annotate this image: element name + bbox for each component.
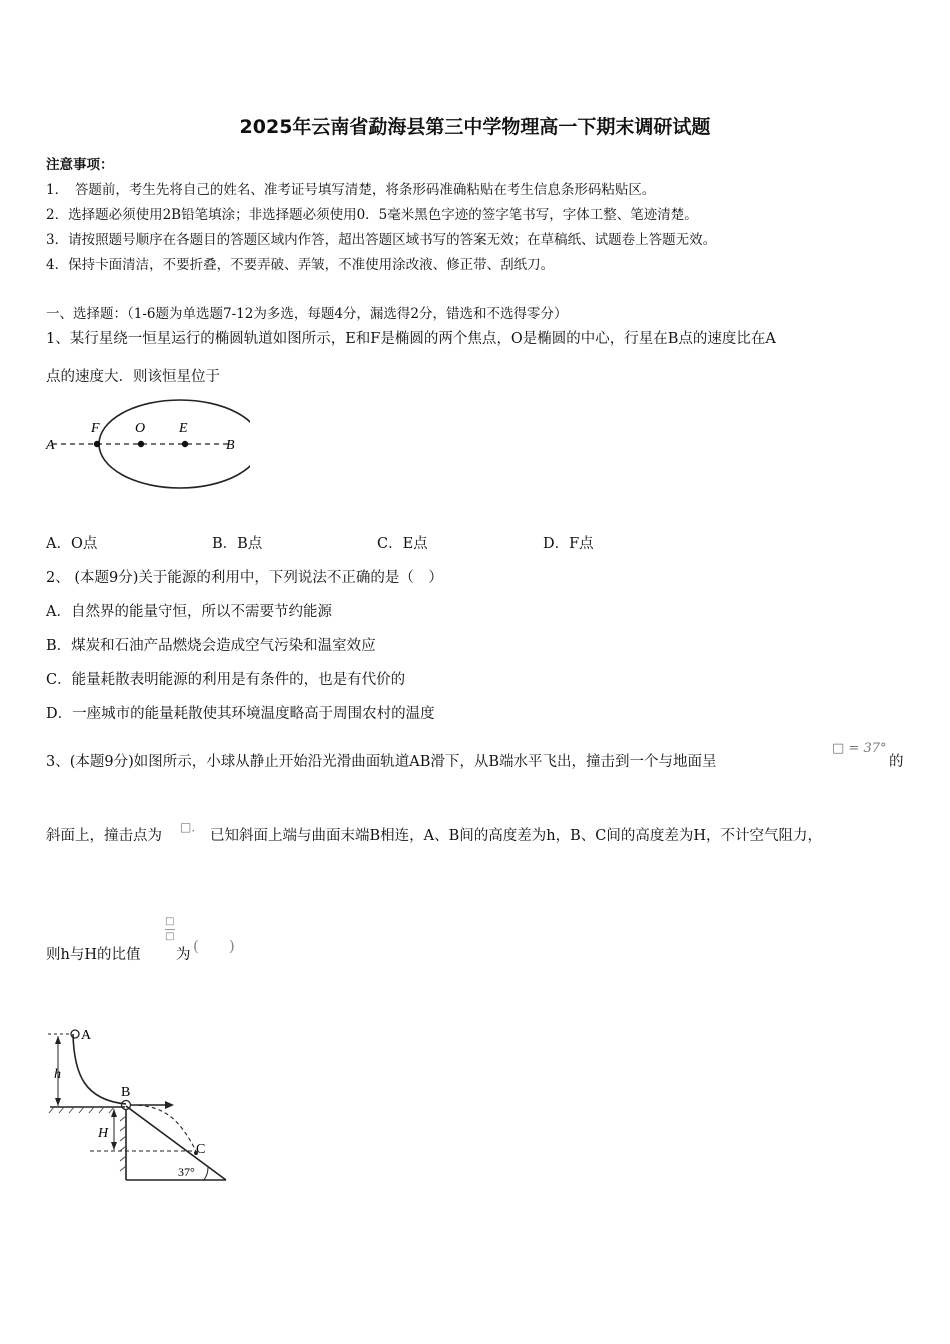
q3-stem-line2-start: 斜面上，撞击点为 bbox=[46, 828, 162, 844]
ground-hatching bbox=[49, 1107, 114, 1113]
notice-heading: 注意事项： bbox=[46, 157, 114, 173]
notice-item-2: 2．选择题必须使用2B铅笔填涂；非选择题必须使用0．5毫米黑色字迹的签字笔书写，字体工整、笔迹清楚。 bbox=[46, 207, 698, 223]
q3-stem-line3-end: 为 bbox=[176, 947, 191, 963]
q1-stem-line1: 1、某行星绕一恒星运行的椭圆轨道如图所示，E和F是椭圆的两个焦点，O是椭圆的中心，行星在B点的速度比在A bbox=[46, 331, 776, 347]
q3-stem-line2: 已知斜面上端与曲面末端B相连，A、B间的高度差为h，B、C间的高度差为H，不计空气阻力， bbox=[210, 828, 823, 844]
q2-option-b: B．煤炭和石油产品燃烧会造成空气污染和温室效应 bbox=[46, 638, 376, 654]
wall-hatching bbox=[120, 1116, 126, 1171]
ellipse-orbit-figure bbox=[40, 395, 250, 505]
focus-f-dot bbox=[94, 441, 100, 447]
q1-option-a: A．O点 bbox=[46, 536, 98, 552]
q3-ratio-denominator: □ bbox=[165, 931, 175, 942]
q3-stem-line3: 则h与H的比值 bbox=[46, 947, 141, 963]
label-o: O bbox=[135, 421, 146, 436]
velocity-arrow-head bbox=[165, 1101, 174, 1109]
q1-option-b: B．B点 bbox=[212, 536, 263, 552]
label-f: F bbox=[91, 421, 100, 436]
q1-stem-line2: 点的速度大．则该恒星位于 bbox=[46, 369, 220, 385]
q3-stem-line1-end: 的 bbox=[889, 754, 904, 770]
q2-option-a: A．自然界的能量守恒，所以不需要节约能源 bbox=[46, 604, 332, 620]
curved-track bbox=[73, 1034, 126, 1104]
label-angle: 37° bbox=[178, 1165, 195, 1179]
q3-angle-expression: □ = 37° bbox=[832, 741, 887, 756]
label-e: E bbox=[179, 421, 188, 436]
notice-item-3: 3．请按照题号顺序在各题目的答题区域内作答，超出答题区域书写的答案无效；在草稿纸、试题卷上答题无效。 bbox=[46, 232, 717, 248]
label-a: A bbox=[81, 1028, 92, 1043]
q3-stem-line1: 3、(本题9分)如图所示，小球从静止开始沿光滑曲面轨道AB滑下，从B端水平飞出，撞击到一个与地面呈 bbox=[46, 754, 717, 770]
incline-slope bbox=[126, 1106, 226, 1180]
label-c: C bbox=[196, 1142, 206, 1157]
focus-e-dot bbox=[182, 441, 188, 447]
q3-ratio-numerator: □ bbox=[165, 916, 175, 927]
page-title: 2025年云南省勐海县第三中学物理高一下期末调研试题 bbox=[239, 116, 711, 138]
label-a: A bbox=[46, 438, 55, 453]
projectile-incline-figure bbox=[40, 1020, 240, 1185]
H-arrow-down bbox=[111, 1142, 117, 1150]
section-heading: 一、选择题：（1-6题为单选题7-12为多选，每题4分，漏选得2分，错选和不选得零分） bbox=[46, 306, 568, 322]
projectile-trajectory bbox=[131, 1105, 196, 1151]
q1-option-d: D．F点 bbox=[543, 536, 594, 552]
q2-stem: 2、 (本题9分)关于能源的利用中，下列说法不正确的是（ ） bbox=[46, 570, 443, 586]
q3-answer-blank: ( ) bbox=[193, 937, 235, 955]
angle-arc bbox=[204, 1167, 208, 1180]
q2-option-d: D．一座城市的能量耗散使其环境温度略高于周围农村的温度 bbox=[46, 706, 435, 722]
q1-option-c: C．E点 bbox=[377, 536, 428, 552]
label-b: B bbox=[226, 438, 235, 453]
label-b: B bbox=[121, 1085, 131, 1100]
q3-point-symbol: □． bbox=[180, 820, 204, 834]
notice-item-1: 1． 答题前，考生先将自己的姓名、准考证号填写清楚，将条形码准确粘贴在考生信息条形码粘贴区。 bbox=[46, 182, 656, 198]
ball-at-a bbox=[71, 1030, 79, 1038]
center-o-dot bbox=[138, 441, 144, 447]
q2-option-c: C．能量耗散表明能源的利用是有条件的，也是有代价的 bbox=[46, 672, 406, 688]
q3-ratio-bar bbox=[165, 929, 175, 930]
label-h: h bbox=[54, 1067, 61, 1082]
h-arrow-up bbox=[55, 1036, 61, 1044]
label-H: H bbox=[98, 1126, 109, 1141]
notice-item-4: 4．保持卡面清洁，不要折叠，不要弄破、弄皱，不准使用涂改液、修正带、刮纸刀。 bbox=[46, 257, 555, 273]
h-arrow-down bbox=[55, 1098, 61, 1106]
